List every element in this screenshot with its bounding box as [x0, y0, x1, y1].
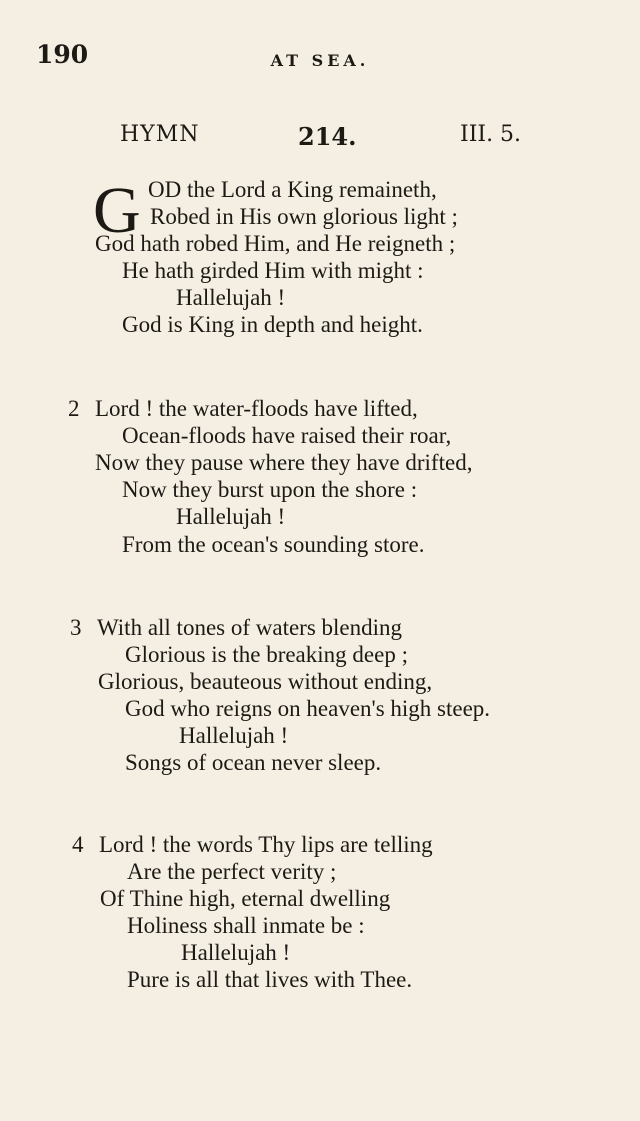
stanza-number: 2 [68, 396, 80, 421]
verse-line: Glorious, beauteous without ending, [98, 669, 433, 694]
verse-line: God hath robed Him, and He reigneth ; [95, 231, 456, 256]
verse-line: Hallelujah ! [181, 940, 291, 965]
stanza-number: 4 [72, 832, 84, 857]
verse-line: With all tones of waters blending [97, 615, 403, 640]
verse-line: From the ocean's sounding store. [122, 532, 425, 557]
verse-line: Of Thine high, eternal dwelling [100, 886, 391, 911]
verse-line: Lord ! the water-floods have lifted, [95, 396, 418, 421]
page-number: 190 [36, 40, 89, 69]
verse-line: Hallelujah ! [179, 723, 289, 748]
hymn-number: 214. [298, 122, 357, 151]
verse-line: Now they burst upon the shore : [122, 477, 418, 502]
verse-line: OD the Lord a King remaineth, [148, 177, 437, 202]
running-head: AT SEA. [270, 51, 370, 70]
verse-line: Glorious is the breaking deep ; [125, 642, 408, 667]
verse-line: Songs of ocean never sleep. [125, 750, 382, 775]
hymn-meter: III. 5. [460, 122, 522, 147]
verse-line: Pure is all that lives with Thee. [127, 967, 413, 992]
verse-line: Are the perfect verity ; [127, 859, 337, 884]
verse-line: Now they pause where they have drifted, [95, 450, 473, 475]
verse-line: Hallelujah ! [176, 285, 286, 310]
hymn-header [0, 122, 640, 152]
verse-line: God is King in depth and height. [122, 312, 423, 337]
verse-line: He hath girded Him with might : [122, 258, 424, 283]
verse-line: Ocean-floods have raised their roar, [122, 423, 452, 448]
verse-line: Lord ! the words Thy lips are telling [99, 832, 433, 857]
verse-line: Hallelujah ! [176, 504, 286, 529]
verse-line: Holiness shall inmate be : [127, 913, 365, 938]
stanza-number: 3 [70, 615, 82, 640]
verse-line: Robed in His own glorious light ; [150, 204, 458, 229]
verse-line: God who reigns on heaven's high steep. [125, 696, 491, 721]
drop-cap: G [93, 174, 141, 247]
hymn-label: HYMN [120, 122, 200, 147]
